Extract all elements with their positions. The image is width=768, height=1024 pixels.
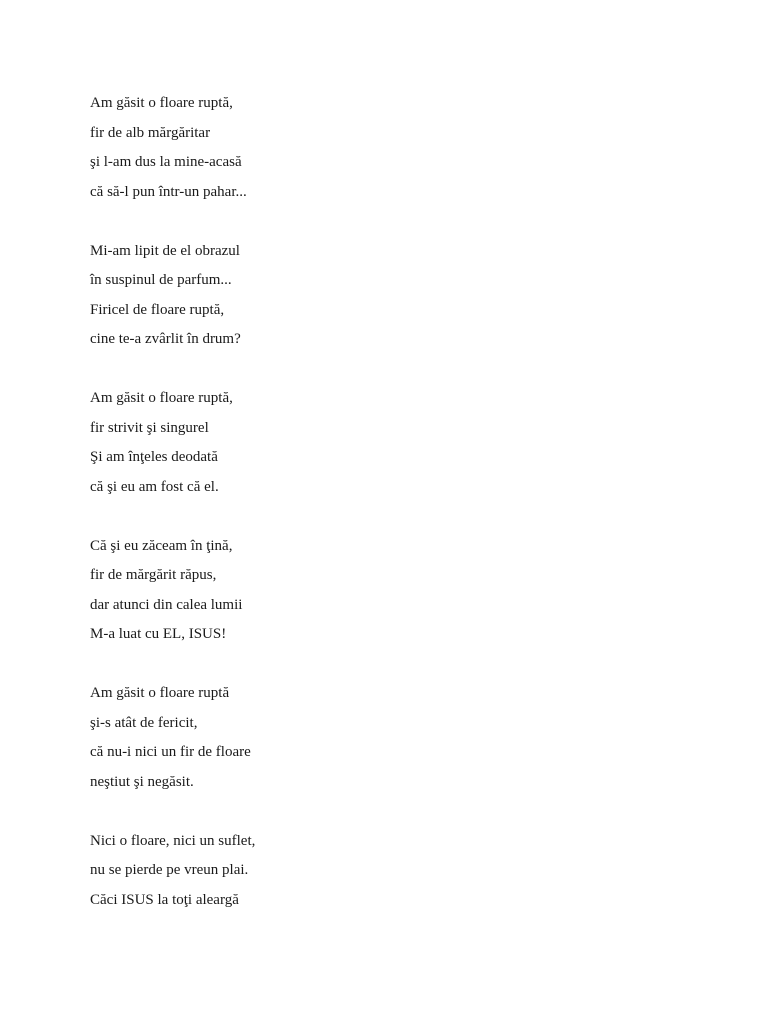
stanza-3 bbox=[90, 384, 255, 502]
poem-line: fir de alb mărgăritar bbox=[90, 124, 211, 141]
poem-line: nu se pierde pe vreun plai. bbox=[90, 862, 249, 878]
poem-line: cine te-a zvârlit în drum? bbox=[90, 331, 241, 347]
poem-line: Căci ISUS la toţi aleargă bbox=[90, 891, 239, 908]
poem-line: că şi eu am fost că el. bbox=[90, 478, 219, 495]
stanza-1 bbox=[90, 89, 255, 207]
poem-line: M-a luat cu EL, ISUS! bbox=[90, 626, 227, 642]
poem-line: că să-l pun într-un pahar... bbox=[90, 183, 247, 200]
poem-line: neştiut şi negăsit. bbox=[90, 773, 194, 790]
poem-line: Am găsit o floare ruptă, bbox=[90, 95, 233, 111]
poem-line: că nu-i nici un fir de floare bbox=[90, 744, 251, 760]
stanza-2 bbox=[90, 237, 255, 355]
poem-line: Mi-am lipit de el obrazul bbox=[90, 242, 240, 259]
poem-line: Şi am înţeles deodată bbox=[90, 449, 218, 465]
poem-line: Am găsit o floare ruptă, bbox=[90, 390, 233, 406]
poem-line: şi-s atât de fericit, bbox=[90, 714, 198, 731]
poem bbox=[90, 89, 255, 945]
poem-line: Că şi eu zăceam în ţină, bbox=[90, 537, 233, 554]
poem-line: fir strivit şi singurel bbox=[90, 419, 209, 436]
poem-line: dar atunci din calea lumii bbox=[90, 596, 243, 613]
poem-line: fir de mărgărit răpus, bbox=[90, 567, 217, 583]
poem-line: Firicel de floare ruptă, bbox=[90, 301, 225, 318]
stanza-6 bbox=[90, 827, 255, 916]
poem-line: Am găsit o floare ruptă bbox=[90, 685, 230, 701]
stanza-5 bbox=[90, 679, 255, 797]
poem-line: în suspinul de parfum... bbox=[90, 272, 232, 288]
stanza-4 bbox=[90, 532, 255, 650]
poem-line: şi l-am dus la mine-acasă bbox=[90, 154, 242, 170]
poem-line: Nici o floare, nici un suflet, bbox=[90, 832, 256, 849]
